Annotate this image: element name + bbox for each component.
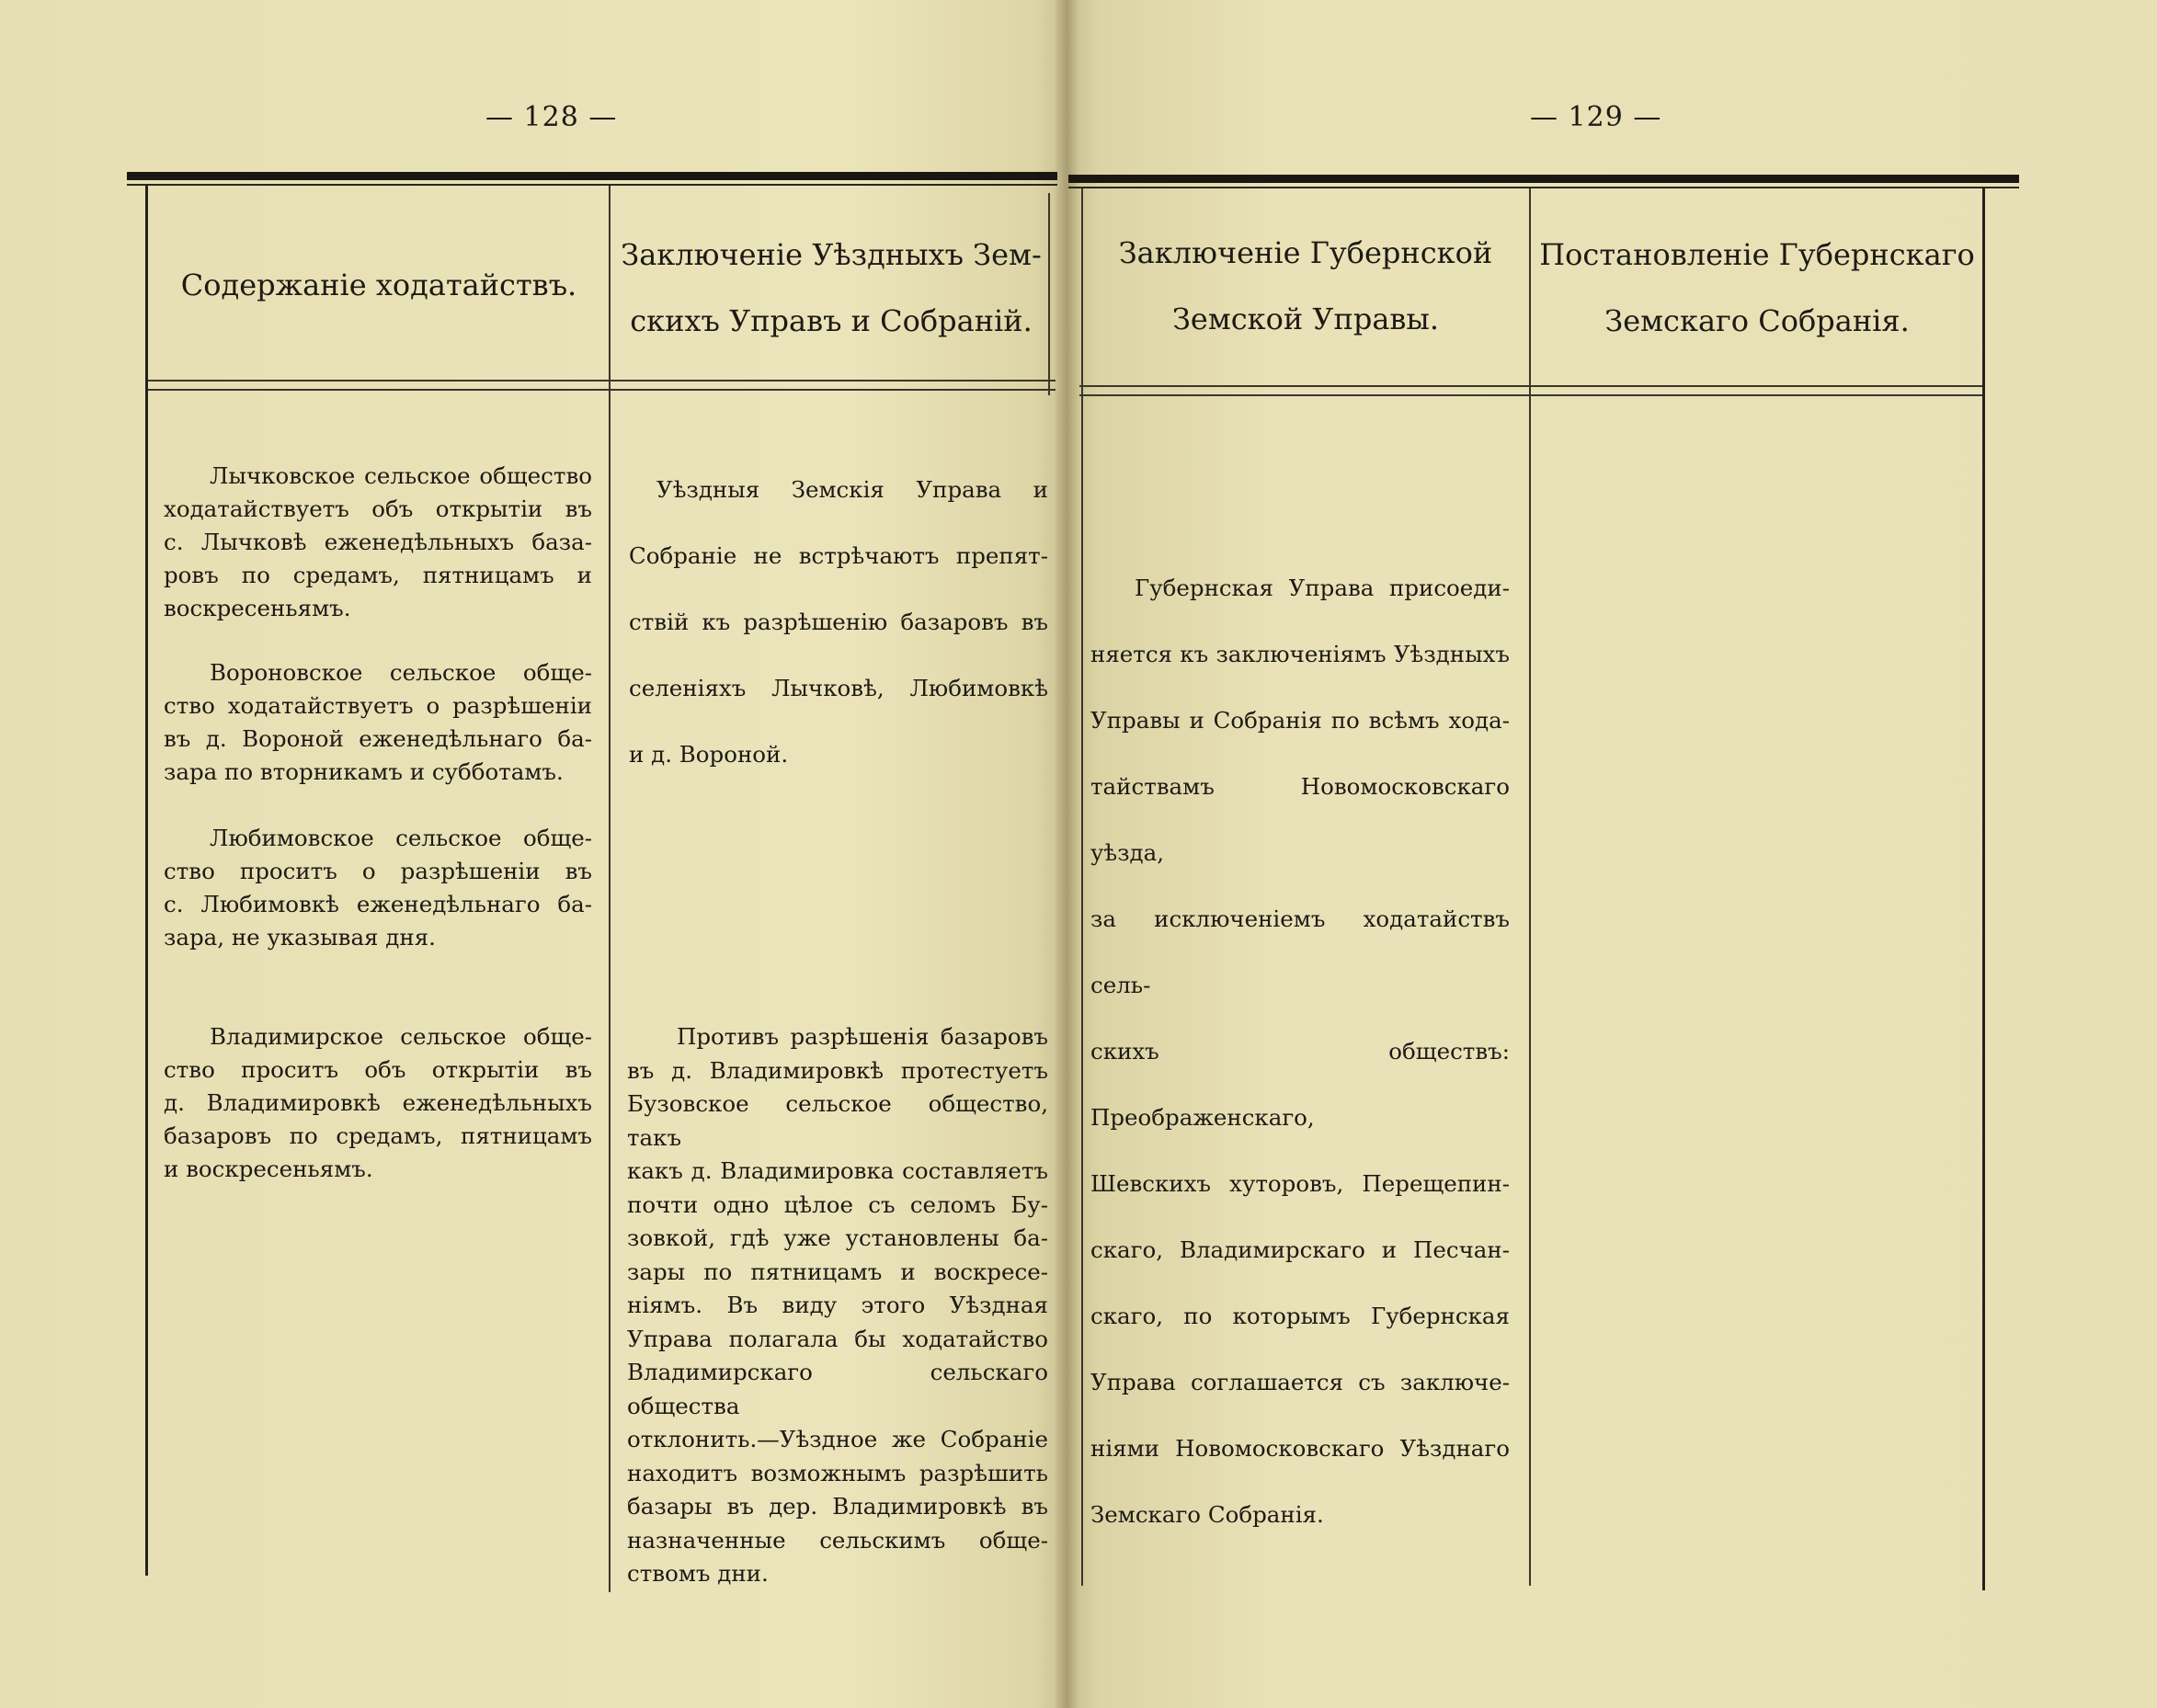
col4-empty-body — [1534, 404, 1979, 1572]
col2-p2-line: какъ д. Владимировка составляетъ — [627, 1157, 1048, 1184]
header-col-content-text: Содержаніе ходатайствъ. — [180, 268, 577, 302]
col2-p2-line: Владимирскаго сельскаго общества — [627, 1359, 1048, 1419]
col2-paragraph-1 — [629, 457, 1048, 788]
col2-p1-line: Собраніе не встрѣчаютъ препят- — [629, 542, 1048, 569]
col3-p1-line: скихъ обществъ: Преображенскаго, — [1090, 1038, 1510, 1131]
header-rule-right-a — [1079, 385, 1984, 387]
top-rule-right — [1068, 175, 2019, 183]
col1-p2-line: зара по вторникамъ и субботамъ. — [164, 758, 564, 785]
col1-p1-line: ровъ по средамъ, пятницамъ и — [164, 562, 592, 588]
top-rule-left — [127, 172, 1057, 180]
col3-p1-line: тайствамъ Новомосковскаго уѣзда, — [1090, 773, 1510, 866]
header-rule-left-b — [147, 389, 1056, 391]
col2-p2-line: Бузовское сельское общество, такъ — [627, 1090, 1048, 1151]
col2-p2-line: назначенные сельскимъ обще- — [627, 1526, 1048, 1554]
col1-p4-line: и воскресеньямъ. — [164, 1156, 373, 1182]
col2-p2-line: базары въ дер. Владимировкѣ въ — [627, 1493, 1048, 1520]
col1-p1-line: воскресеньямъ. — [164, 595, 351, 621]
col2-p2-line: зовкой, гдѣ уже установлены ба- — [627, 1224, 1048, 1251]
col2-paragraph-2 — [627, 1020, 1048, 1591]
book-gutter — [1054, 0, 1079, 1708]
col1-p3-line: с. Любимовкѣ еженедѣльнаго ба- — [164, 891, 592, 917]
col1-p3-line: ство проситъ о разрѣшеніи въ — [164, 858, 592, 884]
col2-p2-line: почти одно цѣлое съ селомъ Бу- — [627, 1190, 1048, 1218]
col-border-1-2 — [609, 186, 611, 1592]
col-border-left-outer — [145, 186, 148, 1576]
col1-p4-line: Владимирское сельское обще- — [210, 1023, 592, 1050]
header-col-gubernia-assembly-line1: Постановленіе Губернскаго — [1539, 237, 1975, 272]
header-rule-right-b — [1079, 394, 1984, 396]
col1-p2-line: Вороновское сельское обще- — [210, 659, 592, 686]
header-col-gubernia-board-line2: Земской Управы. — [1171, 302, 1440, 336]
col3-p1-line: скаго, по которымъ Губернская — [1090, 1303, 1510, 1329]
col2-p1-line: селеніяхъ Лычковѣ, Любимовкѣ — [629, 675, 1048, 701]
col1-p4-line: д. Владимировкѣ еженедѣльныхъ — [164, 1089, 592, 1116]
col1-paragraph-3 — [164, 822, 592, 954]
col1-paragraph-4 — [164, 1020, 592, 1186]
col1-p2-line: въ д. Вороной еженедѣльнаго ба- — [164, 725, 592, 752]
col1-p4-line: базаровъ по средамъ, пятницамъ — [164, 1122, 592, 1149]
col1-p4-line: ство проситъ объ открытіи въ — [164, 1056, 592, 1083]
page-number-right: — 129 — — [1530, 101, 1662, 133]
header-rule-left-a — [147, 380, 1056, 381]
col1-p1-line: с. Лычковѣ еженедѣльныхъ база- — [164, 529, 592, 555]
col2-p2-line: ніямъ. Въ виду этого Уѣздная — [627, 1292, 1048, 1318]
header-col-district — [612, 227, 1050, 348]
col3-p1-line: Управы и Собранія по всѣмъ хода- — [1090, 707, 1510, 734]
header-col-gubernia-assembly-line2: Земскаго Собранія. — [1604, 303, 1910, 338]
col2-p1-line: ствій къ разрѣшенію базаровъ въ — [629, 609, 1048, 635]
col2-p1-line: и д. Вороной. — [629, 741, 789, 768]
header-col-district-line1: Заключеніе Уѣздныхъ Зем- — [621, 237, 1042, 272]
col-border-3-4 — [1529, 188, 1531, 1586]
col3-p1-line: Управа соглашается съ заключе- — [1090, 1369, 1510, 1395]
col1-paragraph-1 — [164, 460, 592, 625]
col2-p2-line: находитъ возможнымъ разрѣшить — [627, 1459, 1048, 1486]
col3-paragraph-1 — [1090, 555, 1510, 1548]
col3-p1-line: ніями Новомосковскаго Уѣзднаго — [1090, 1435, 1510, 1462]
page-number-left: — 128 — — [485, 101, 618, 133]
header-col-content — [149, 257, 609, 313]
col3-p1-line: за исключеніемъ ходатайствъ сель- — [1090, 905, 1510, 998]
col1-paragraph-2 — [164, 656, 592, 789]
col1-p1-line: Лычковское сельское общество — [210, 462, 592, 489]
header-col-district-line2: скихъ Управъ и Собраній. — [630, 303, 1033, 338]
col3-p1-line: Земскаго Собранія. — [1090, 1501, 1324, 1528]
col1-p3-line: зара, не указывая дня. — [164, 924, 436, 951]
col3-p1-line: Губернская Управа присоеди- — [1135, 575, 1510, 601]
header-col-gubernia-board — [1083, 225, 1528, 347]
col3-p1-line: скаго, Владимирскаго и Песчан- — [1090, 1236, 1510, 1263]
col2-p2-line: въ д. Владимировкѣ протестуетъ — [627, 1056, 1048, 1084]
top-rule-right-thin — [1068, 187, 2019, 188]
col1-p1-line: ходатайствуетъ объ открытіи въ — [164, 495, 592, 522]
col-border-right-outer — [1982, 188, 1985, 1590]
header-col-gubernia-assembly — [1532, 227, 1982, 348]
header-col-gubernia-board-line1: Заключеніе Губернской — [1118, 235, 1493, 270]
col1-p3-line: Любимовское сельское обще- — [210, 825, 592, 851]
col3-p1-line: Шевскихъ хуторовъ, Перещепин- — [1090, 1170, 1510, 1197]
col2-p2-line: отклонить.—Уѣздное же Собраніе — [627, 1426, 1048, 1452]
col3-p1-line: няется къ заключеніямъ Уѣздныхъ — [1090, 641, 1510, 667]
col-border-right-start — [1081, 188, 1083, 1586]
col2-p2-line: Противъ разрѣшенія базаровъ — [677, 1023, 1048, 1050]
col2-p2-line: зары по пятницамъ и воскресе- — [627, 1258, 1048, 1285]
col2-p2-line: Управа полагала бы ходатайство — [627, 1325, 1048, 1352]
col1-p2-line: ство ходатайствуетъ о разрѣшеніи — [164, 692, 592, 719]
col2-p2-line: ствомъ дни. — [627, 1560, 769, 1587]
top-rule-left-thin — [127, 184, 1057, 186]
col2-p1-line: Уѣздныя Земскія Управа и — [656, 476, 1048, 503]
